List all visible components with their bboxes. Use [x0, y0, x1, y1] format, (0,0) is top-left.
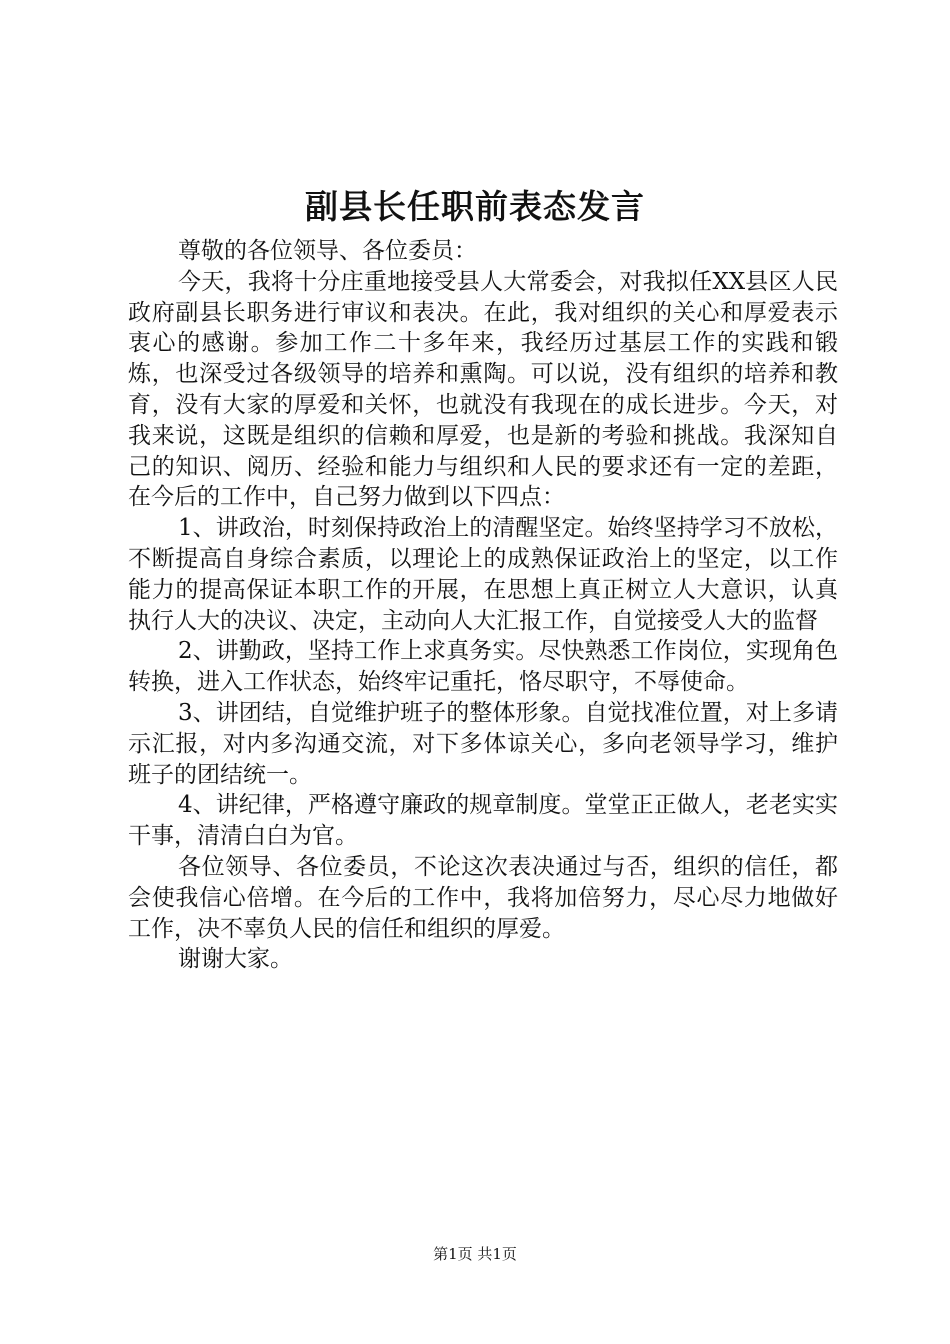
- document-body: [128, 236, 838, 975]
- point-4-paragraph: 4、讲纪律，严格遵守廉政的规章制度。堂堂正正做人，老老实实干事，清清白白为官。: [128, 792, 838, 850]
- document-title: 副县长任职前表态发言: [305, 187, 645, 226]
- point-3-paragraph: 3、讲团结，自觉维护班子的整体形象。自觉找准位置，对上多请示汇报，对内多沟通交流，对下多体谅关心，多向老领导学习，维护班子的团结统一。: [128, 699, 838, 788]
- point-1-paragraph: 1、讲政治，时刻保持政治上的清醒坚定。始终坚持学习不放松，不断提高自身综合素质，以理论上的成熟保证政治上的坚定，以工作能力的提高保证本职工作的开展，在思想上真正树立人大意识，认真执行人大的决议、决定，主动向人大汇报工作，自觉接受人大的监督: [128, 515, 838, 634]
- salutation-paragraph: 尊敬的各位领导、各位委员：: [178, 238, 477, 264]
- thanks-paragraph: 谢谢大家。: [178, 946, 293, 973]
- intro-paragraph: 今天，我将十分庄重地接受县人大常委会，对我拟任XX县区人民政府副县长职务进行审议和表决。在此，我对组织的关心和厚爱表示衷心的感谢。参加工作二十多年来，我经历过基层工作的实践和锻炼，也深受过各级领导的培养和熏陶。可以说，没有组织的培养和教育，没有大家的厚爱和关怀，也就没有我现在的成长进步。今天，对我来说，这既是组织的信赖和厚爱，也是新的考验和挑战。我深知自己的知识、阅历、经验和能力与组织和人民的要求还有一定的差距，在今后的工作中，自己努力做到以下四点：: [128, 268, 838, 511]
- closing-paragraph: 各位领导、各位委员，不论这次表决通过与否，组织的信任，都会使我信心倍增。在今后的工作中，我将加倍努力，尽心尽力地做好工作，决不辜负人民的信任和组织的厚爱。: [128, 853, 838, 942]
- point-2-paragraph: 2、讲勤政，坚持工作上求真务实。尽快熟悉工作岗位，实现角色转换，进入工作状态，始终牢记重托，恪尽职守，不辱使命。: [128, 638, 838, 696]
- page-number-footer: 第1页 共1页: [433, 1245, 517, 1263]
